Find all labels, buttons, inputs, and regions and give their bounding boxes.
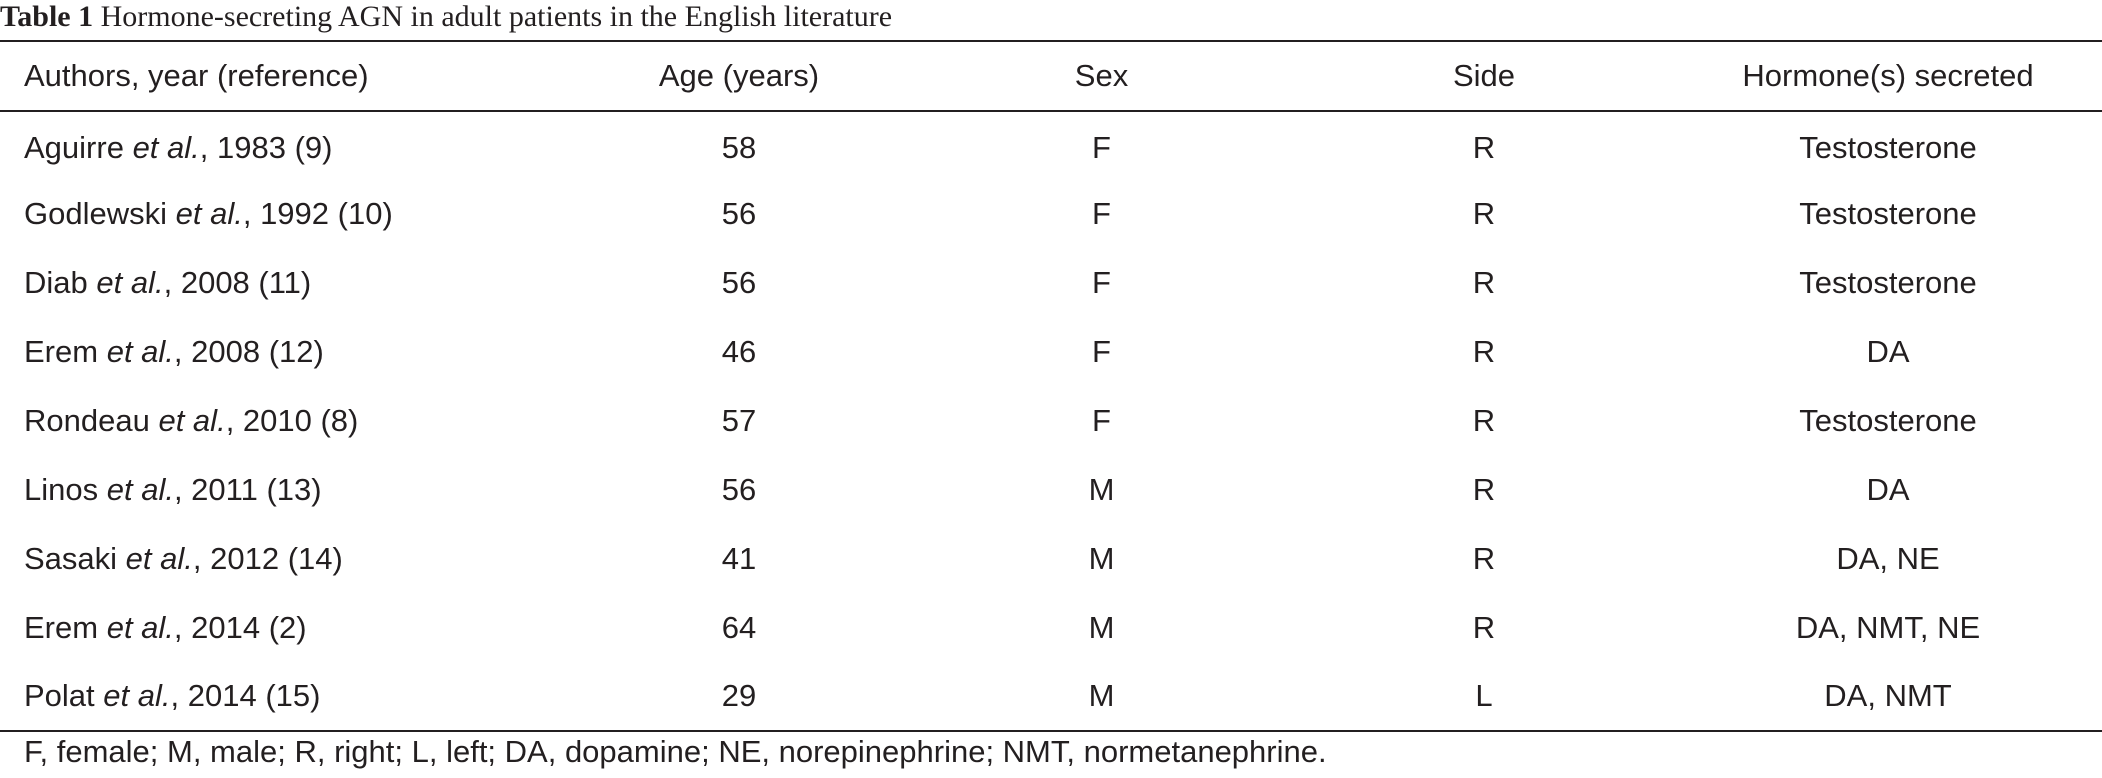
- author-name: Aguirre: [24, 129, 124, 165]
- cell-authors: [0, 318, 569, 387]
- cell-side: R: [1472, 334, 1496, 370]
- author-name: Rondeau: [24, 403, 150, 438]
- author-name: Polat: [24, 678, 95, 714]
- year-reference: , 2011 (13): [173, 471, 322, 507]
- cell-age: 57: [721, 403, 757, 438]
- table-row: [0, 593, 2102, 662]
- cell-sex: F: [1092, 334, 1111, 370]
- cell-hormones: DA, NE: [1836, 540, 1940, 576]
- table-caption: [0, 0, 892, 40]
- hormone-agn-table: [0, 40, 2102, 732]
- et-al: et al.: [106, 334, 174, 370]
- cell-sex: F: [1092, 265, 1111, 301]
- cell-side: R: [1472, 540, 1496, 576]
- cell-hormones: DA: [1866, 471, 1910, 507]
- et-al: et al.: [106, 471, 174, 507]
- cell-age: 64: [721, 609, 757, 645]
- author-name: Erem: [24, 609, 99, 645]
- et-al: et al.: [106, 609, 174, 645]
- cell-age: 56: [721, 196, 757, 232]
- cell-authors: [0, 593, 569, 662]
- header-authors: Authors, year (reference): [24, 58, 369, 93]
- year-reference: , 2010 (8): [225, 403, 359, 438]
- cell-sex: M: [1088, 678, 1115, 714]
- cell-age: 29: [721, 678, 757, 714]
- author-name: Linos: [24, 471, 99, 507]
- year-reference: , 1992 (10): [242, 196, 393, 232]
- cell-sex: F: [1092, 129, 1111, 165]
- header-age: Age (years): [658, 58, 820, 93]
- cell-age: 41: [721, 540, 757, 576]
- table-row: [0, 318, 2102, 387]
- cell-side: L: [1475, 678, 1493, 714]
- cell-authors: [0, 180, 569, 249]
- year-reference: , 2008 (11): [163, 265, 312, 301]
- cell-hormones: DA, NMT, NE: [1795, 609, 1981, 645]
- table-header: [0, 41, 2102, 111]
- cell-hormones: Testosterone: [1799, 129, 1977, 165]
- cell-side: R: [1472, 609, 1496, 645]
- cell-hormones: DA: [1866, 334, 1910, 370]
- cell-authors: [0, 249, 569, 318]
- year-reference: , 2008 (12): [173, 334, 324, 370]
- author-name: Diab: [24, 265, 88, 301]
- cell-age: 56: [721, 471, 757, 507]
- table-row: [0, 111, 2102, 180]
- cell-sex: F: [1092, 403, 1111, 438]
- cell-age: 46: [721, 334, 757, 370]
- header-hormones: Hormone(s) secreted: [1742, 58, 2034, 93]
- table-row: [0, 387, 2102, 456]
- table-row: [0, 455, 2102, 524]
- et-al: et al.: [103, 678, 171, 714]
- author-name: Godlewski: [24, 196, 167, 232]
- cell-authors: [0, 387, 569, 456]
- table-row: [0, 662, 2102, 731]
- cell-authors: [0, 455, 569, 524]
- table-footnote: F, female; M, male; R, right; L, left; DA, dopamine; NE, norepinephrine; NMT, normetanephrine.: [24, 734, 1327, 769]
- year-reference: , 2014 (15): [170, 678, 321, 714]
- cell-side: R: [1472, 129, 1496, 165]
- table-header-row: [0, 41, 2102, 111]
- et-al: et al.: [96, 265, 164, 301]
- year-reference: , 2014 (2): [173, 609, 307, 645]
- author-name: Sasaki: [24, 540, 118, 576]
- cell-authors: [0, 662, 569, 731]
- table-body: [0, 111, 2102, 731]
- cell-sex: F: [1092, 196, 1111, 232]
- et-al: et al.: [158, 403, 226, 438]
- cell-authors: [0, 111, 569, 180]
- cell-side: R: [1472, 403, 1496, 438]
- et-al: et al.: [125, 540, 193, 576]
- table-caption-label: Table 1: [0, 0, 94, 33]
- cell-side: R: [1472, 265, 1496, 301]
- cell-age: 56: [721, 265, 757, 301]
- et-al: et al.: [175, 196, 243, 232]
- table-caption-title: Hormone-secreting AGN in adult patients in the English literature: [100, 0, 893, 33]
- cell-sex: M: [1088, 540, 1115, 576]
- table-row: [0, 180, 2102, 249]
- cell-hormones: DA, NMT: [1824, 678, 1952, 714]
- table-row: [0, 249, 2102, 318]
- header-sex: Sex: [1074, 58, 1129, 93]
- cell-authors: [0, 524, 569, 593]
- cell-hormones: Testosterone: [1799, 403, 1977, 438]
- header-side: Side: [1452, 58, 1516, 93]
- year-reference: , 1983 (9): [199, 129, 333, 165]
- year-reference: , 2012 (14): [192, 540, 343, 576]
- cell-side: R: [1472, 196, 1496, 232]
- table-row: [0, 524, 2102, 593]
- cell-sex: M: [1088, 609, 1115, 645]
- cell-sex: M: [1088, 471, 1115, 507]
- cell-age: 58: [721, 129, 757, 165]
- cell-hormones: Testosterone: [1799, 265, 1977, 301]
- cell-side: R: [1472, 471, 1496, 507]
- et-al: et al.: [132, 129, 200, 165]
- author-name: Erem: [24, 334, 99, 370]
- cell-hormones: Testosterone: [1799, 196, 1977, 232]
